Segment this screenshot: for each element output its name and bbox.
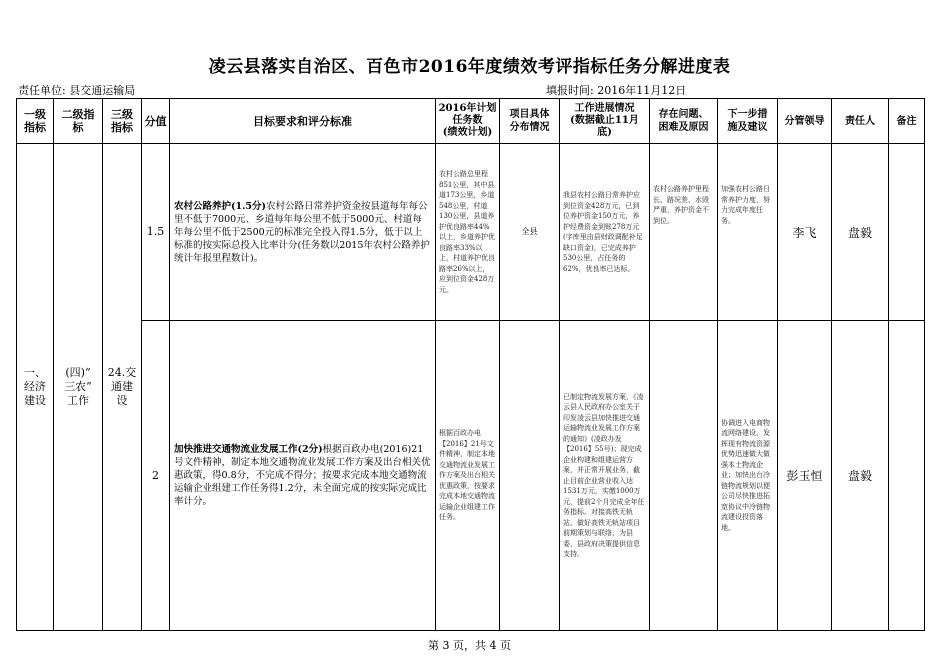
header-progress: 工作进展情况 (数据截止11月 底) bbox=[560, 99, 650, 144]
table-row bbox=[17, 144, 925, 321]
responsible-cell: 盘毅 bbox=[832, 321, 889, 631]
header-next-steps: 下一步措 施及建议 bbox=[718, 99, 778, 144]
leader-cell: 彭玉恒 bbox=[778, 321, 832, 631]
page-footer: 第 3 页，共 4 页 bbox=[428, 639, 511, 652]
requirement-text: 农村公路日常养护资金按县道每年每公里不低于7000元、乡道每年每公里不低于5000元、村道每年每公里不低于2500元的标准完全投入得1.5分，低于以上标准的按实际总投入比率计分(任务数以2015年农村公路养护统计年报里程数计)。 bbox=[174, 200, 430, 264]
next-steps-cell: 协调进入电商物流网络建设，发挥现有物流资源优势迅速做大做强本土物流企业；加快出台冷链物流规划以便公司尽快推进拓宽协议中冷链物流建设投资落地。 bbox=[718, 321, 778, 631]
header-requirement: 目标要求和评分标准 bbox=[170, 99, 436, 144]
next-steps-cell: 加强农村公路日常养护力度，努力完成年度任务。 bbox=[718, 144, 778, 321]
progress-cell: 我县农村公路日常养护应到位资金428万元，已到位养护资金150万元，养护经费资金到账278万元(字库里由县财政调配补足缺口资金)，已完成养护530公里，占任务的62%，优良率已达标。 bbox=[560, 144, 650, 321]
header-level1: 一级 指标 bbox=[17, 99, 54, 144]
responsible-cell: 盘毅 bbox=[832, 144, 889, 321]
header-score: 分值 bbox=[142, 99, 170, 144]
requirement-cell bbox=[170, 321, 436, 631]
header-row bbox=[17, 99, 925, 144]
header-level2: 二级指 标 bbox=[54, 99, 103, 144]
score-cell: 1.5 bbox=[142, 144, 170, 321]
plan-cell: 农村公路总里程851公里，其中县道173公里，乡道548公里，村道130公里，县道养护优良路率44%以上，乡道养护优良路率33%以上，村道养护优良路率26%以上，应到位资金428万元。 bbox=[436, 144, 500, 321]
header-problems: 存在问题、 困难及原因 bbox=[650, 99, 718, 144]
responsible-unit: 责任单位: 县交通运输局 bbox=[18, 84, 136, 97]
level3-cell: 24.交 通建 设 bbox=[103, 144, 142, 631]
problems-cell bbox=[650, 321, 718, 631]
requirement-title: 加快推进交通物流业发展工作(2分) bbox=[174, 444, 323, 455]
level2-cell: (四)“ 三农” 工作 bbox=[54, 144, 103, 631]
leader-cell: 李飞 bbox=[778, 144, 832, 321]
plan-cell: 根据百政办电【2016】21号文件精神，制定本地交通物流业发展工作方案及出台相关优惠政策，按要求完成本地交通物流运输企业组建工作任务。 bbox=[436, 321, 500, 631]
header-plan: 2016年计划 任务数 (绩效计划) bbox=[436, 99, 500, 144]
level1-cell: 一、 经济 建设 bbox=[17, 144, 54, 631]
distribution-cell bbox=[500, 321, 560, 631]
score-cell: 2 bbox=[142, 321, 170, 631]
requirement-text: 根据百政办电(2016)21号文件精神，制定本地交通物流业发展工作方案及出台相关优惠政策，得0.8分，不完成不得分；按要求完成本地交通物流运输企业组建工作任务得1.2分，未全面完成的按实际完成比率计分。 bbox=[174, 444, 431, 507]
requirement-title: 农村公路养护(1.5分) bbox=[174, 200, 267, 212]
header-level3: 三级 指标 bbox=[103, 99, 142, 144]
indicator-table bbox=[16, 98, 925, 631]
remark-cell bbox=[889, 321, 925, 631]
header-distribution: 项目具体 分布情况 bbox=[500, 99, 560, 144]
remark-cell bbox=[889, 144, 925, 321]
header-remark: 备注 bbox=[889, 99, 925, 144]
problems-cell: 农村公路养护里程长、路况差、水毁严重，养护资金不到位。 bbox=[650, 144, 718, 321]
header-leader: 分管领导 bbox=[778, 99, 832, 144]
table-row bbox=[17, 321, 925, 631]
report-date: 填报时间: 2016年11月12日 bbox=[546, 84, 687, 97]
distribution-cell: 全县 bbox=[500, 144, 560, 321]
requirement-cell bbox=[170, 144, 436, 321]
progress-cell: 已制定物流发展方案，《凌云县人民政府办公室关于印发凌云县加快推进交通运输物流业发展工作方案的通知》(凌政办发【2016】55号)；现完成企业构建和组建运营方案，并正常开展业务，截止目前企业营业收入达1531万元，实缴1000万元，提前2个月完成全年任务指标。对接高铁无轨站、做好高铁无轨站项目前期策划与联络，为县委、县政府决策提供信息支持。 bbox=[560, 321, 650, 631]
document-title: 凌云县落实自治区、百色市2016年度绩效考评指标任务分解进度表 bbox=[208, 57, 731, 77]
header-responsible: 责任人 bbox=[832, 99, 889, 144]
